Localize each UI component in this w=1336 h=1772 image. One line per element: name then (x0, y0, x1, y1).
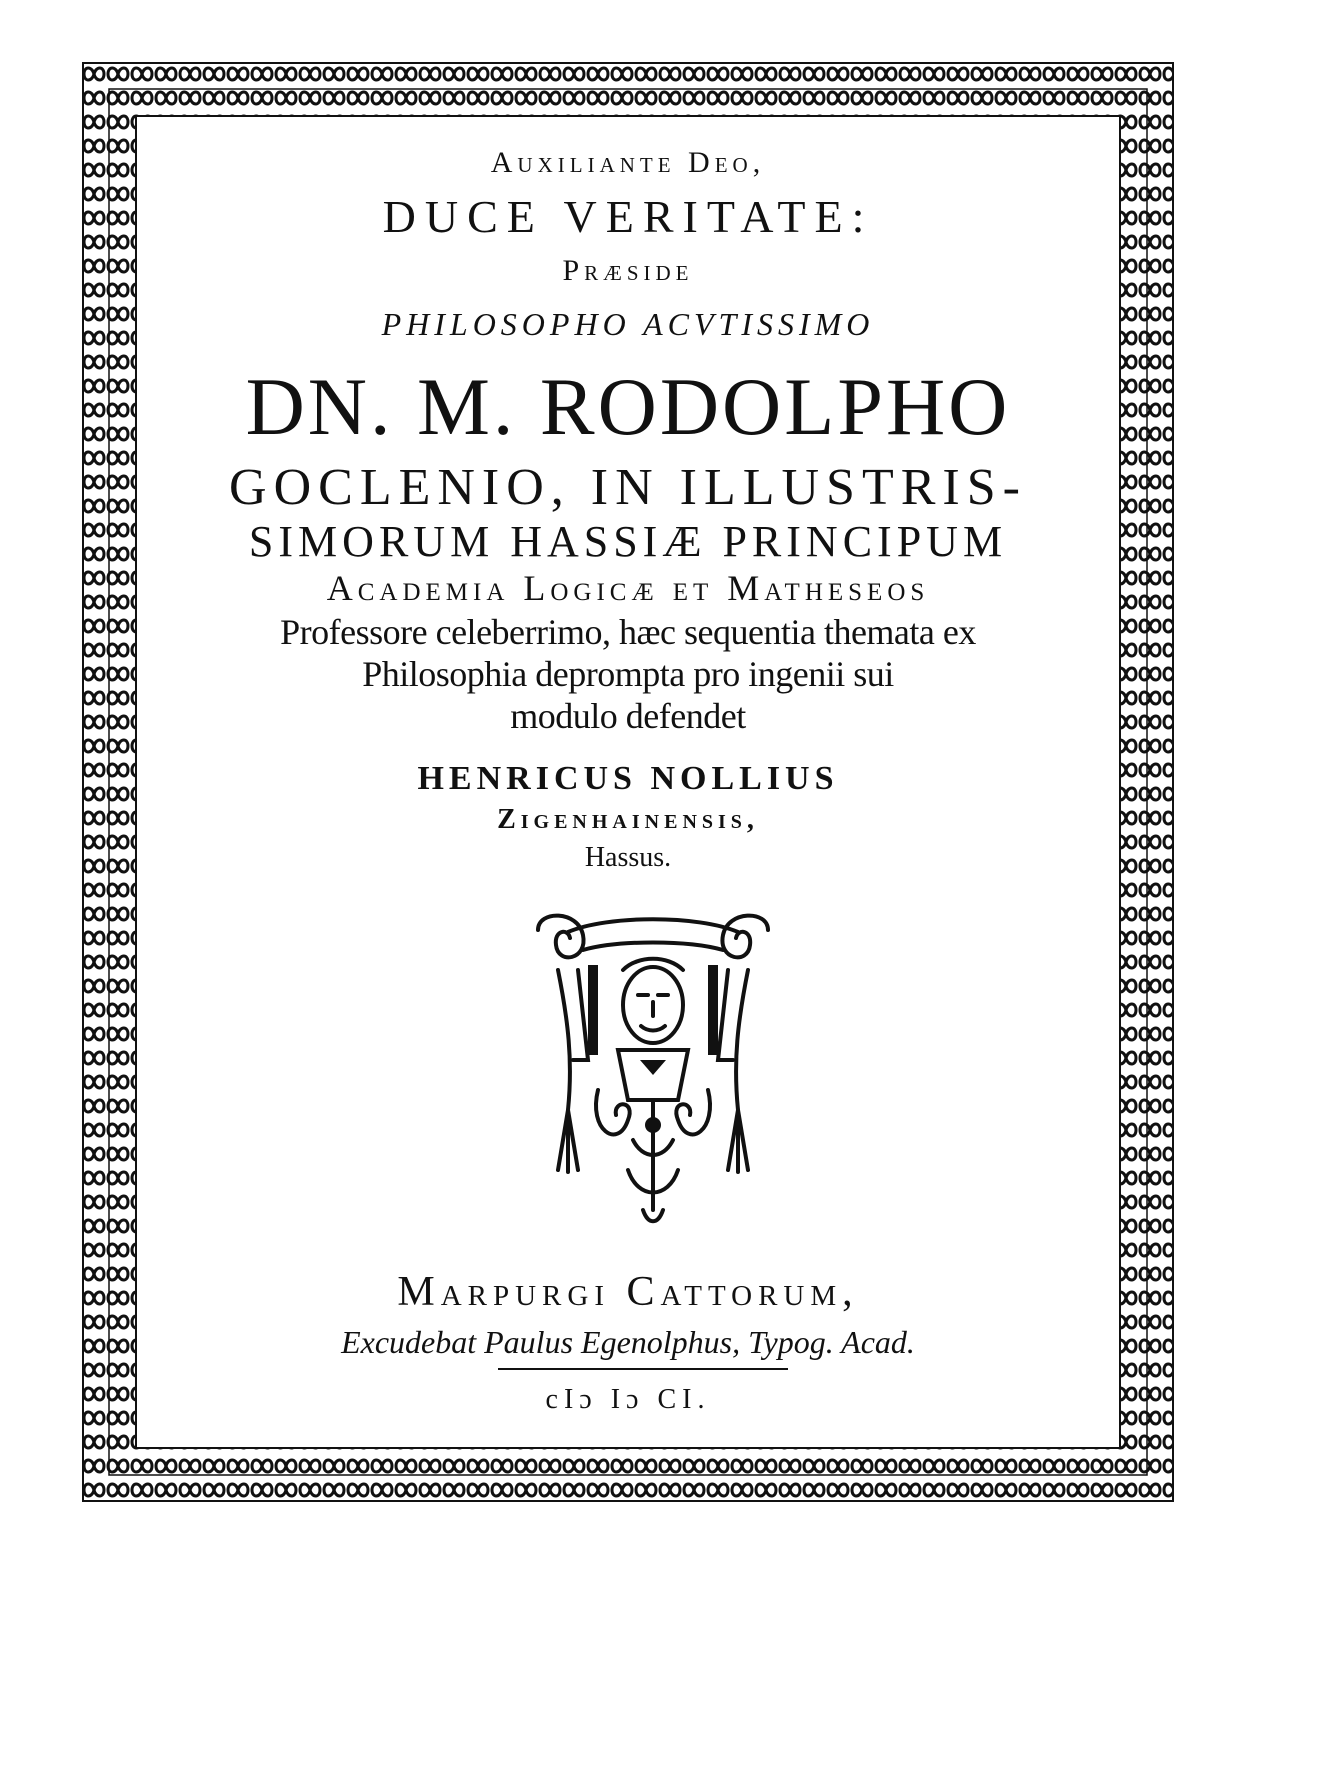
academia-line: Academia Logicæ et Matheseos (326, 568, 930, 608)
respondent-region: Hassus. (584, 842, 672, 873)
philosophia-line: Philosophia deprompta pro ingenii sui (362, 654, 894, 694)
motto-line: DUCE VERITATE: (382, 191, 874, 242)
epithet-line: PHILOSOPHO ACVTISSIMO (381, 306, 875, 342)
imprint-place: Marpurgi Cattorum, (397, 1269, 859, 1315)
institution-line: SIMORUM HASSIÆ PRINCIPUM (248, 517, 1008, 566)
title-block (148, 140, 1108, 872)
invocation-line: Auxiliante Deo, (490, 146, 766, 179)
praeside-line: Præside (562, 254, 694, 287)
respondent-name: HENRICUS NOLLIUS (417, 760, 839, 797)
respondent-origin: Zigenhainensis, (497, 804, 759, 835)
imprint-date: cIɔ Iɔ CI. (545, 1384, 711, 1415)
printers-ornament-mask-icon (528, 910, 778, 1230)
presider-name: DN. M. RODOLPHO (245, 361, 1011, 452)
imprint-printer: Excudebat Paulus Egenolphus, Typog. Acad. (341, 1324, 915, 1360)
imprint-rule (498, 1368, 788, 1370)
presider-surname: GOCLENIO, IN ILLUSTRIS- (229, 459, 1027, 516)
professore-line: Professore celeberrimo, hæc sequentia themata ex (280, 612, 976, 652)
modulo-line: modulo defendet (510, 696, 746, 736)
